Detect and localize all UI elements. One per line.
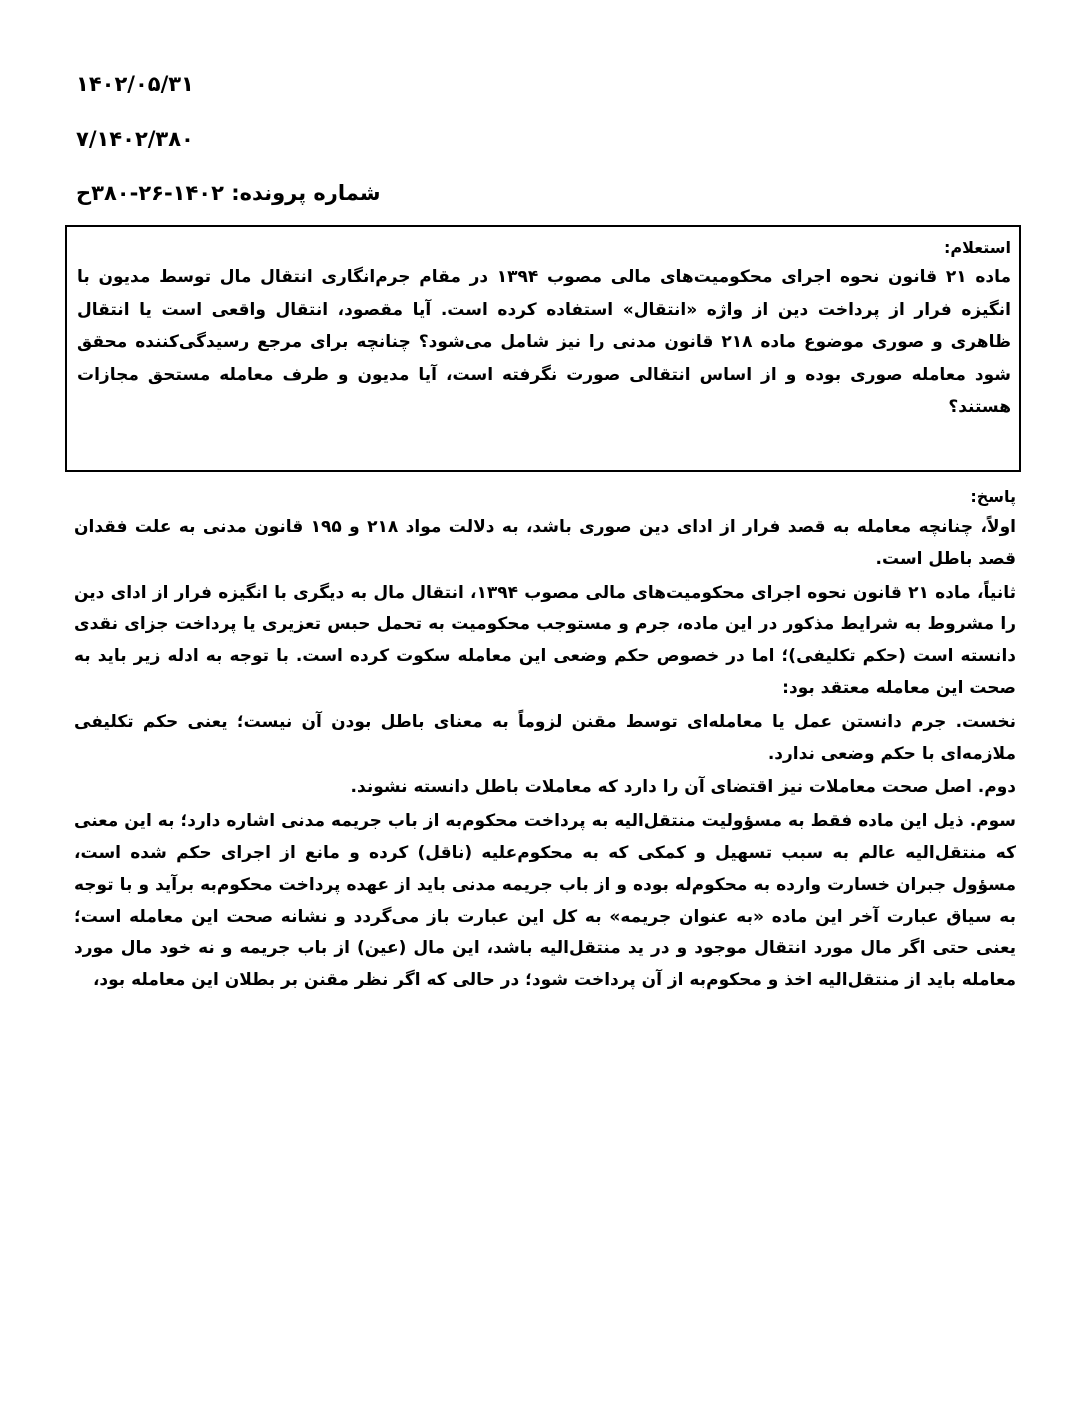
- letter-number: ۷/۱۴۰۲/۳۸۰: [76, 127, 194, 151]
- answer-heading: پاسخ:: [970, 487, 1016, 506]
- file-number-value: ۱۴۰۲-۲۶-۳۸۰ح: [76, 181, 224, 205]
- inquiry-text: ماده ۲۱ قانون نحوه اجرای محکومیت‌های مالی مصوب ۱۳۹۴ در مقام جرم‌انگاری انتقال مال توسط مدیون با انگیزه فرار از پرداخت دین از واژه «انتقال» استفاده کرده است. آیا مقصود، انتقال واقعی است یا انتقال ظاهری و صوری موضوع ماده ۲۱۸ قانون مدنی را نیز شامل می‌شود؟ چنانچه برای مرجع رسیدگی‌کننده محقق شود معامله صوری بوده و از اساس انتقالی صورت نگرفته است، آیا مدیون و طرف معامله مستحق مجازات هستند؟: [77, 267, 1011, 417]
- answer-paragraph-3: نخست. جرم دانستن عمل یا معامله‌ای توسط مقنن لزوماً به معنای باطل بودن آن نیست؛ یعنی حکم تکلیفی ملازمه‌ای با حکم وضعی ندارد.: [74, 711, 1016, 764]
- answer-paragraph-5: سوم. ذیل این ماده فقط به مسؤولیت منتقل‌الیه به پرداخت محکوم‌به از باب جریمه مدنی اشاره دارد؛ به این معنی که منتقل‌الیه عالم به سبب تسهیل و کمکی که به محکوم‌علیه (ناقل) کرده و مانع از اجرای حکم شده است، مسؤول جبران خسارت وارده به محکوم‌له بوده و از باب جریمه مدنی باید از عهده پرداخت محکوم‌به برآید و با توجه به سیاق عبارت آخر این ماده «به عنوان جریمه» به کل این عبارت باز می‌گردد و نشانه صحت این معامله است؛ یعنی حتی اگر مال مورد انتقال موجود و در ید منتقل‌الیه باشد، این مال (عین) از باب جریمه و نه خود مال مورد معامله باید از منتقل‌الیه اخذ و محکوم‌به از آن پرداخت شود؛ در حالی که اگر نظر مقنن بر بطلان این معامله بود،: [74, 811, 1016, 991]
- file-number-label: شماره پرونده:: [231, 181, 381, 205]
- answer-paragraph-1: اولاً، چنانچه معامله به قصد فرار از ادای دین صوری باشد، به دلالت مواد ۲۱۸ و ۱۹۵ قانون مدنی به علت فقدان قصد باطل است.: [74, 517, 1016, 569]
- answer-section: [74, 482, 1016, 999]
- answer-paragraph-2: ثانیاً، ماده ۲۱ قانون نحوه اجرای محکومیت‌های مالی مصوب ۱۳۹۴، انتقال مال به دیگری با انگیزه فرار از ادای دین را مشروط به شرایط مذکور در این ماده، جرم و مستوجب محکومیت به تحمل حبس تعزیری یا پرداخت جزای نقدی دانسته است (حکم تکلیفی)؛ اما در خصوص حکم وضعی این معامله سکوت کرده است. با توجه به ادله زیر باید به صحت این معامله معتقد بود:: [74, 582, 1016, 698]
- inquiry-box: [65, 225, 1021, 472]
- inquiry-heading: استعلام:: [943, 238, 1011, 257]
- file-number-line: [76, 181, 381, 205]
- letter-date: ۱۴۰۲/۰۵/۳۱: [76, 72, 194, 96]
- answer-paragraph-4: دوم. اصل صحت معاملات نیز اقتضای آن را دارد که معاملات باطل دانسته نشوند.: [350, 777, 1016, 798]
